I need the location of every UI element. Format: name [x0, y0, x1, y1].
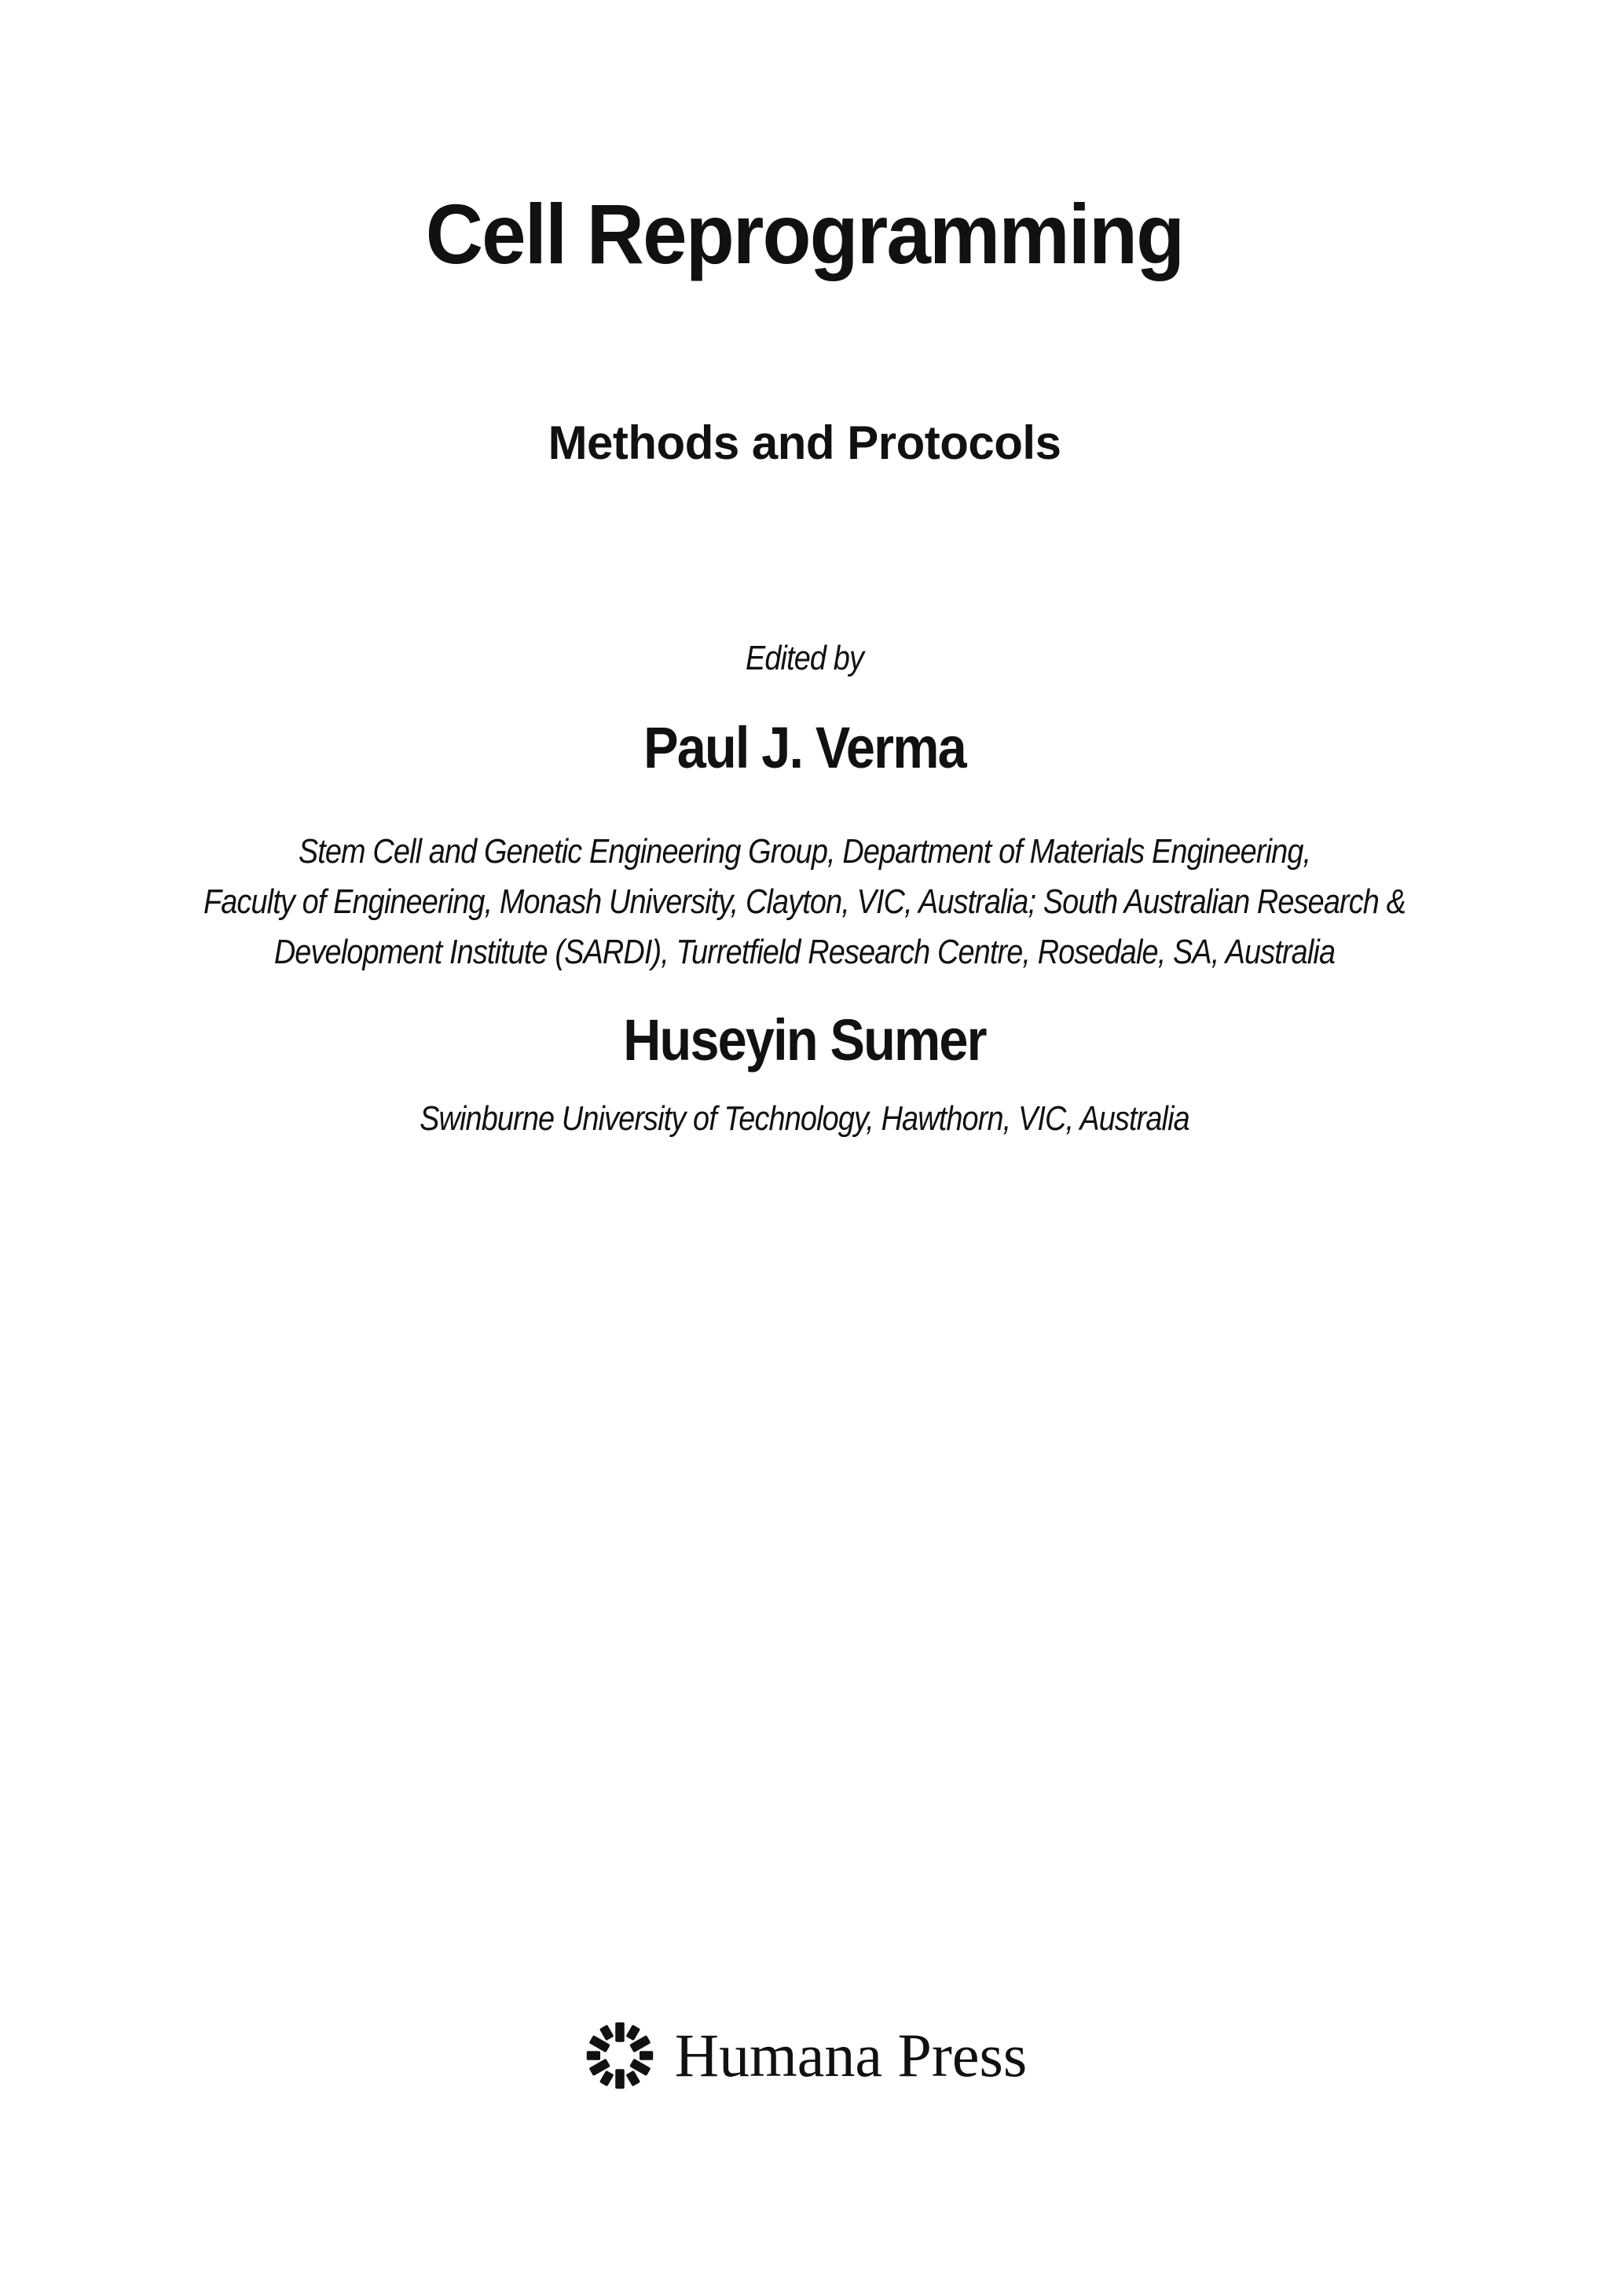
affiliation-line: Faculty of Engineering, Monash University, Clayton, VIC, Australia; South Australian Research &	[203, 882, 1406, 921]
editor-affiliation-sumer	[112, 1094, 1496, 1144]
affiliation-line: Development Institute (SARDI), Turretfield Research Centre, Rosedale, SA, Australia	[273, 933, 1336, 971]
affiliation-line: Swinburne University of Technology, Hawthorn, VIC, Australia	[420, 1099, 1189, 1138]
sunburst-ray	[615, 2023, 625, 2042]
sunburst-ray	[625, 2070, 640, 2087]
sunburst-ray	[599, 2025, 614, 2041]
book-title: Cell Reprogramming	[425, 186, 1184, 281]
book-subtitle: Methods and Protocols	[548, 416, 1061, 469]
editor-affiliation-verma	[112, 827, 1496, 977]
editor-name-verma: Paul J. Verma	[643, 715, 966, 780]
sunburst-ray	[587, 2051, 600, 2060]
sunburst-ray	[615, 2069, 625, 2089]
editor-name-sumer: Huseyin Sumer	[623, 1007, 986, 1073]
publisher-name: Humana Press	[674, 2021, 1028, 2089]
humana-press-sunburst-icon	[582, 2018, 658, 2093]
affiliation-line: Stem Cell and Genetic Engineering Group, Department of Materials Engineering,	[298, 832, 1311, 871]
sunburst-ray	[625, 2025, 640, 2041]
publisher-imprint	[0, 2018, 1609, 2093]
sunburst-ray	[599, 2070, 614, 2087]
sunburst-ray	[640, 2051, 653, 2060]
edited-by-label: Edited by	[745, 639, 864, 677]
